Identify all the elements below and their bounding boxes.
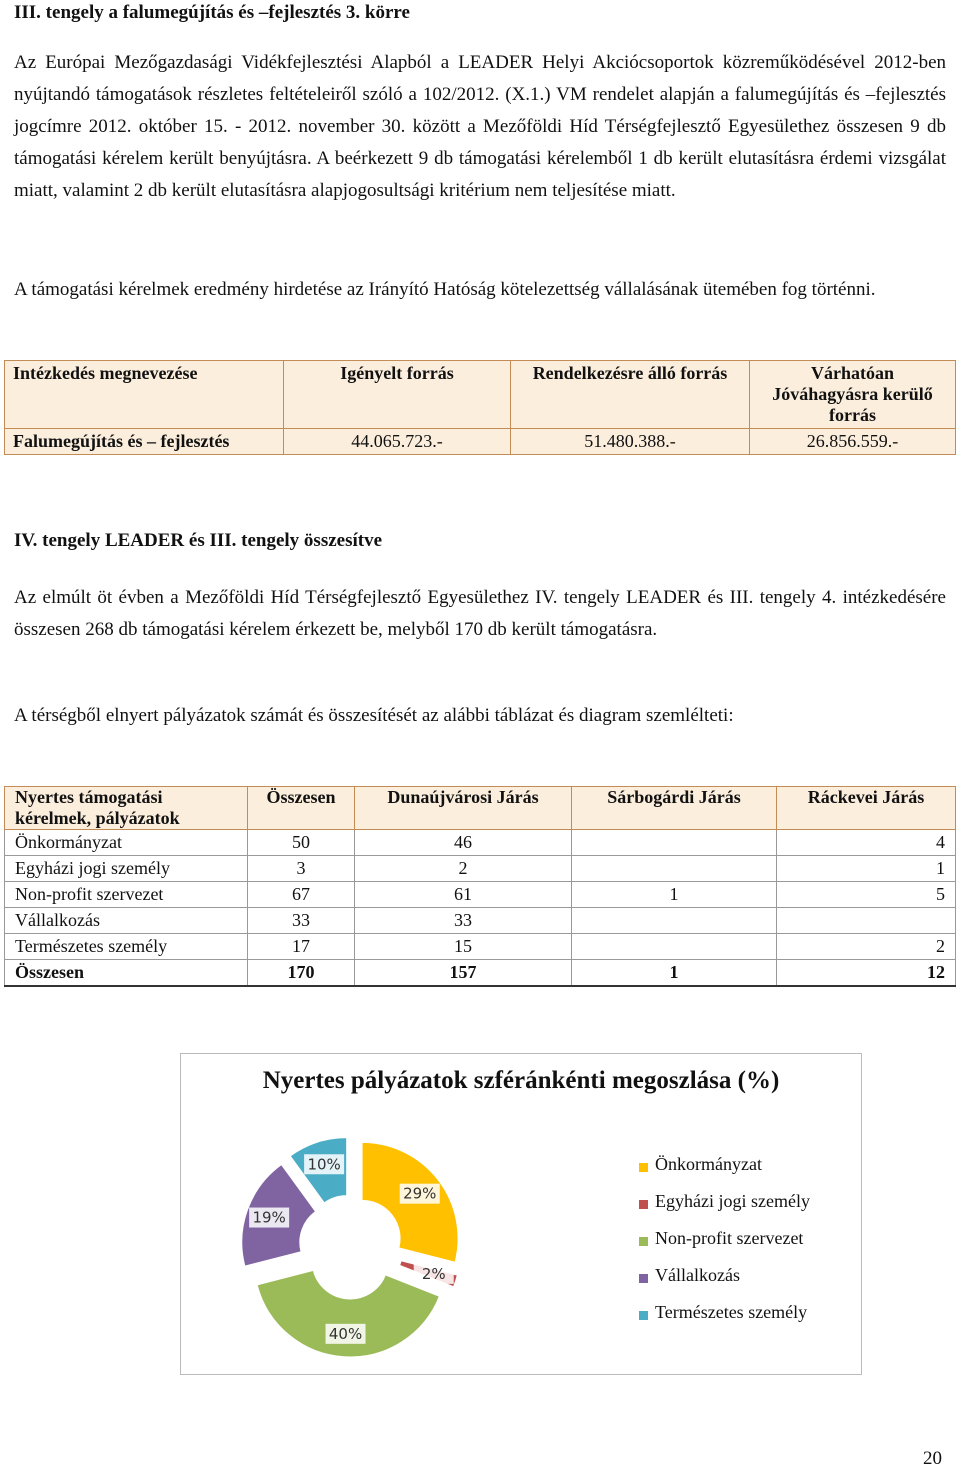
winners-cell: 4 bbox=[777, 830, 956, 856]
legend-item bbox=[639, 1302, 859, 1339]
winners-cell: 2 bbox=[355, 856, 572, 882]
data-label-text: 40% bbox=[328, 1324, 363, 1343]
winners-cell: 33 bbox=[248, 908, 355, 934]
data-label-text: 10% bbox=[307, 1155, 341, 1174]
winners-cell: 46 bbox=[355, 830, 572, 856]
legend-label: Non-profit szervezet bbox=[655, 1228, 804, 1248]
section-3-paragraph-1: Az Európai Mezőgazdasági Vidékfejlesztési Alapból a LEADER Helyi Akciócsoportok közreműködésével 2012-ben nyújtandó támogatások részletes feltételeiről szóló a 102/2012. (X.1.) VM rendelet alapján a falumegújítás és –fejlesztés jogcímre 2012. október 15. - 2012. november 30. között a Mezőföldi Híd Térségfejlesztő Egyesülethez összesen 9 db támogatási kérelem került benyújtásra. A beérkezett 9 db támogatási kérelemből 1 db került elutasításra érdemi vizsgálat miatt, valamint 2 db került elutasításra alapjogosultsági kritérium nem teljesítése miatt. bbox=[14, 52, 946, 201]
winners-table-header-row bbox=[5, 787, 956, 830]
funding-table-row bbox=[5, 429, 956, 455]
winners-header-total: Összesen bbox=[248, 787, 355, 830]
winners-cell: 1 bbox=[572, 882, 777, 908]
winners-header-dunaujvaros: Dunaújvárosi Járás bbox=[355, 787, 572, 830]
winners-total-cell: 157 bbox=[355, 960, 572, 987]
legend-label: Vállalkozás bbox=[655, 1265, 740, 1285]
data-label-text: 29% bbox=[403, 1184, 437, 1203]
funding-cell-requested: 44.065.723.- bbox=[284, 429, 511, 455]
legend-label: Önkormányzat bbox=[655, 1154, 762, 1174]
page-number: 20 bbox=[923, 1448, 942, 1469]
winners-total-cell: 170 bbox=[248, 960, 355, 987]
winners-header-category: Nyertes támogatási kérelmek, pályázatok bbox=[5, 787, 248, 830]
legend-swatch bbox=[639, 1163, 648, 1172]
section-3-heading: III. tengely a falumegújítás és –fejlesztés 3. körre bbox=[14, 2, 410, 23]
section-4-paragraph-1: Az elmúlt öt évben a Mezőföldi Híd Térségfejlesztő Egyesülethez IV. tengely LEADER és III. tengely 4. intézkedésére összesen 268 db támogatási kérelem érkezett be, melyből 170 db került támogatásra. bbox=[14, 587, 946, 640]
doughnut-chart bbox=[180, 1053, 862, 1375]
winners-cell: 15 bbox=[355, 934, 572, 960]
winners-cell: Egyházi jogi személy bbox=[5, 856, 248, 882]
legend-item bbox=[639, 1228, 859, 1265]
winners-cell bbox=[572, 830, 777, 856]
data-label-1 bbox=[400, 1184, 440, 1204]
table-row bbox=[5, 934, 956, 960]
data-label-text: 2% bbox=[421, 1264, 446, 1283]
funding-cell-measure: Falumegújítás és – fejlesztés bbox=[5, 429, 284, 455]
table-row bbox=[5, 908, 956, 934]
legend-label: Természetes személy bbox=[655, 1302, 808, 1322]
winners-cell: 2 bbox=[777, 934, 956, 960]
winners-total-cell: 12 bbox=[777, 960, 956, 987]
winners-cell: 61 bbox=[355, 882, 572, 908]
winners-cell: 5 bbox=[777, 882, 956, 908]
winners-header-rackeve: Ráckevei Járás bbox=[777, 787, 956, 830]
funding-cell-expected: 26.856.559.- bbox=[750, 429, 956, 455]
table-row bbox=[5, 856, 956, 882]
funding-header-available: Rendelkezésre álló forrás bbox=[511, 361, 750, 429]
legend-item bbox=[639, 1191, 859, 1228]
section-4-heading: IV. tengely LEADER és III. tengely összesítve bbox=[14, 530, 383, 551]
winners-cell: 17 bbox=[248, 934, 355, 960]
legend-swatch bbox=[639, 1237, 648, 1246]
chart-legend bbox=[639, 1154, 859, 1339]
winners-cell: 50 bbox=[248, 830, 355, 856]
winners-cell: Non-profit szervezet bbox=[5, 882, 248, 908]
chart-title: Nyertes pályázatok szféránkénti megoszlása (%) bbox=[262, 1067, 780, 1094]
winners-table bbox=[4, 786, 956, 987]
winners-cell bbox=[777, 908, 956, 934]
legend-item bbox=[639, 1265, 859, 1302]
funding-header-expected: Várhatóan Jóváhagyásra kerülő forrás bbox=[750, 361, 956, 429]
table-row bbox=[5, 830, 956, 856]
data-label-4 bbox=[249, 1208, 289, 1228]
winners-total-row bbox=[5, 960, 956, 987]
winners-header-sarbogard: Sárbogárdi Járás bbox=[572, 787, 777, 830]
winners-total-cell: 1 bbox=[572, 960, 777, 987]
section-4-paragraph-2: A térségből elnyert pályázatok számát és összesítését az alábbi táblázat és diagram szemlélteti: bbox=[14, 705, 734, 726]
legend-item bbox=[639, 1154, 859, 1191]
data-label-3 bbox=[326, 1324, 366, 1344]
winners-cell bbox=[572, 856, 777, 882]
section-3-paragraph-2: A támogatási kérelmek eredmény hirdetése az Irányító Hatóság kötelezettség vállalásának ütemében fog történni. bbox=[14, 279, 876, 300]
winners-cell: Vállalkozás bbox=[5, 908, 248, 934]
winners-total-cell: Összesen bbox=[5, 960, 248, 987]
legend-label: Egyházi jogi személy bbox=[655, 1191, 810, 1211]
winners-cell: 67 bbox=[248, 882, 355, 908]
data-label-5 bbox=[304, 1154, 344, 1174]
data-label-2 bbox=[414, 1264, 454, 1284]
winners-cell: 1 bbox=[777, 856, 956, 882]
funding-table-header-row bbox=[5, 361, 956, 429]
legend-swatch bbox=[639, 1274, 648, 1283]
legend-swatch bbox=[639, 1311, 648, 1320]
winners-cell bbox=[572, 908, 777, 934]
winners-cell: Önkormányzat bbox=[5, 830, 248, 856]
winners-cell: Természetes személy bbox=[5, 934, 248, 960]
table-row bbox=[5, 882, 956, 908]
funding-table bbox=[4, 360, 956, 455]
doughnut-slice-3 bbox=[257, 1270, 439, 1357]
legend-swatch bbox=[639, 1200, 648, 1209]
winners-cell: 33 bbox=[355, 908, 572, 934]
funding-cell-available: 51.480.388.- bbox=[511, 429, 750, 455]
funding-header-measure: Intézkedés megnevezése bbox=[5, 361, 284, 429]
funding-header-requested: Igényelt forrás bbox=[284, 361, 511, 429]
data-label-text: 19% bbox=[252, 1208, 286, 1227]
winners-cell: 3 bbox=[248, 856, 355, 882]
winners-cell bbox=[572, 934, 777, 960]
